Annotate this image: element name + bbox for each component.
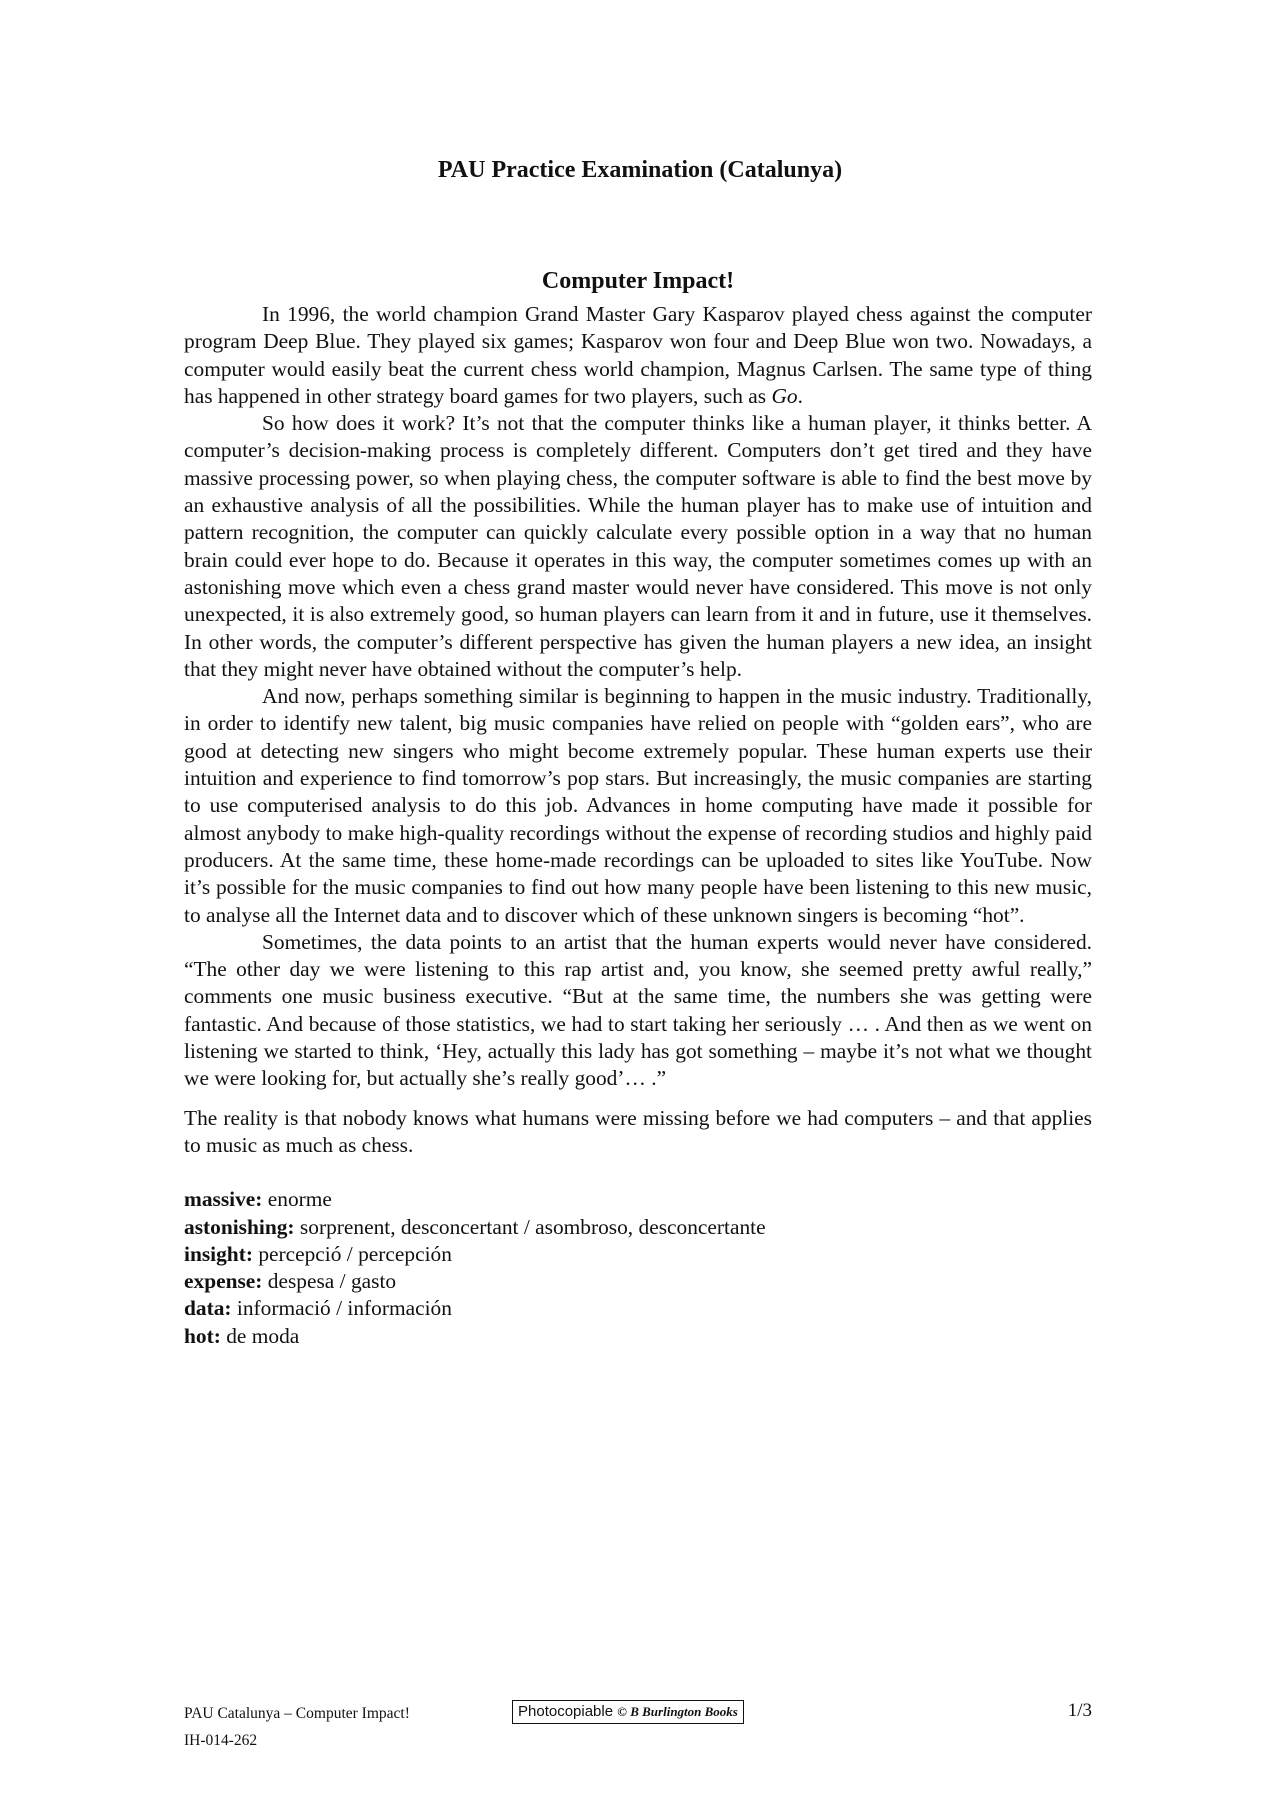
article [184,268,1092,1350]
glossary-definition: enorme [267,1187,332,1212]
footer-document-code: IH-014-262 [184,1732,258,1749]
photocopiable-badge [512,1700,744,1724]
glossary-item [184,1214,1092,1241]
glossary-term: expense: [184,1269,263,1294]
exam-title: PAU Practice Examination (Catalunya) [437,157,843,183]
page-footer [184,1700,1092,1760]
paragraph-1-emphasis: Go [771,383,798,408]
glossary-definition: percepció / percepción [258,1241,452,1266]
article-title: Computer Impact! [541,268,735,294]
paragraph-1-text: In 1996, the world champion Grand Master Gary Kasparov played chess against the computer program Deep Blue. They played six games; Kasparov won four and Deep Blue won two. Nowadays, a computer would easily beat the current chess world champion, Magnus Carlsen. The same type of thing has happened in other strategy board games for two players, such as [184,302,1092,408]
paragraph-1-end: . [797,383,803,408]
glossary-item [184,1268,1092,1295]
glossary-definition: informació / información [236,1296,452,1321]
glossary-item [184,1241,1092,1268]
paragraph-5: The reality is that nobody knows what humans were missing before we had computers – and that applies to music as much as chess. [184,1105,1092,1157]
glossary-definition: despesa / gasto [267,1269,397,1294]
glossary-definition: de moda [226,1323,300,1348]
glossary-term: data: [184,1296,232,1321]
page-number: 1/3 [1067,1700,1092,1721]
paragraph-4: Sometimes, the data points to an artist that the human experts would never have considered. “The other day we were listening to this rap artist and, you know, she seemed pretty awful really,” comments one music business executive. “But at the same time, the numbers she was getting were fantastic. And because of those statistics, we had to start taking her seriously … . And then as we went on listening we started to think, ‘Hey, actually this lady has got something – maybe it’s not what we thought we were looking for, but actually she’s really good’… .” [184,929,1092,1091]
glossary-item [184,1295,1092,1322]
publisher-copyright: © B Burlington Books [617,1704,738,1719]
glossary-term: hot: [184,1323,221,1348]
glossary [184,1186,1092,1350]
paragraph-3: And now, perhaps something similar is beginning to happen in the music industry. Traditionally, in order to identify new talent, big music companies have relied on people with “golden ears”, who are good at detecting new singers who might become extremely popular. These human experts use their intuition and experience to find tomorrow’s pop stars. But increasingly, the music companies are starting to use computerised analysis to do this job. Advances in home computing have made it possible for almost anybody to make high-quality recordings without the expense of recording studios and highly paid producers. At the same time, these home-made recordings can be uploaded to sites like YouTube. Now it’s possible for the music companies to find out how many people have been listening to this new music, to analyse all the Internet data and to discover which of these unknown singers is becoming “hot”. [184,684,1092,927]
footer-document-title: PAU Catalunya – Computer Impact! [184,1705,410,1722]
glossary-item [184,1186,1092,1213]
photocopiable-label: Photocopiable [518,1703,614,1720]
glossary-item [184,1323,1092,1350]
glossary-term: massive: [184,1187,263,1212]
footer-left [184,1700,410,1754]
glossary-definition: sorprenent, desconcertant / asombroso, desconcertante [299,1214,766,1239]
paragraph-1 [184,301,1092,410]
glossary-term: insight: [184,1241,253,1266]
glossary-term: astonishing: [184,1214,295,1239]
paragraph-2: So how does it work? It’s not that the computer thinks like a human player, it thinks better. A computer’s decision-making process is completely different. Computers don’t get tired and they have massive processing power, so when playing chess, the computer software is able to find the best move by an exhaustive analysis of all the possibilities. While the human player has to make use of intuition and pattern recognition, the computer can quickly calculate every possible option in a way that no human brain could ever hope to do. Because it operates in this way, the computer sometimes comes up with an astonishing move which even a chess grand master would never have considered. This move is not only unexpected, it is also extremely good, so human players can learn from it and in future, use it themselves. In other words, the computer’s different perspective has given the human players a new idea, an insight that they might never have obtained without the computer’s help. [184,411,1092,681]
